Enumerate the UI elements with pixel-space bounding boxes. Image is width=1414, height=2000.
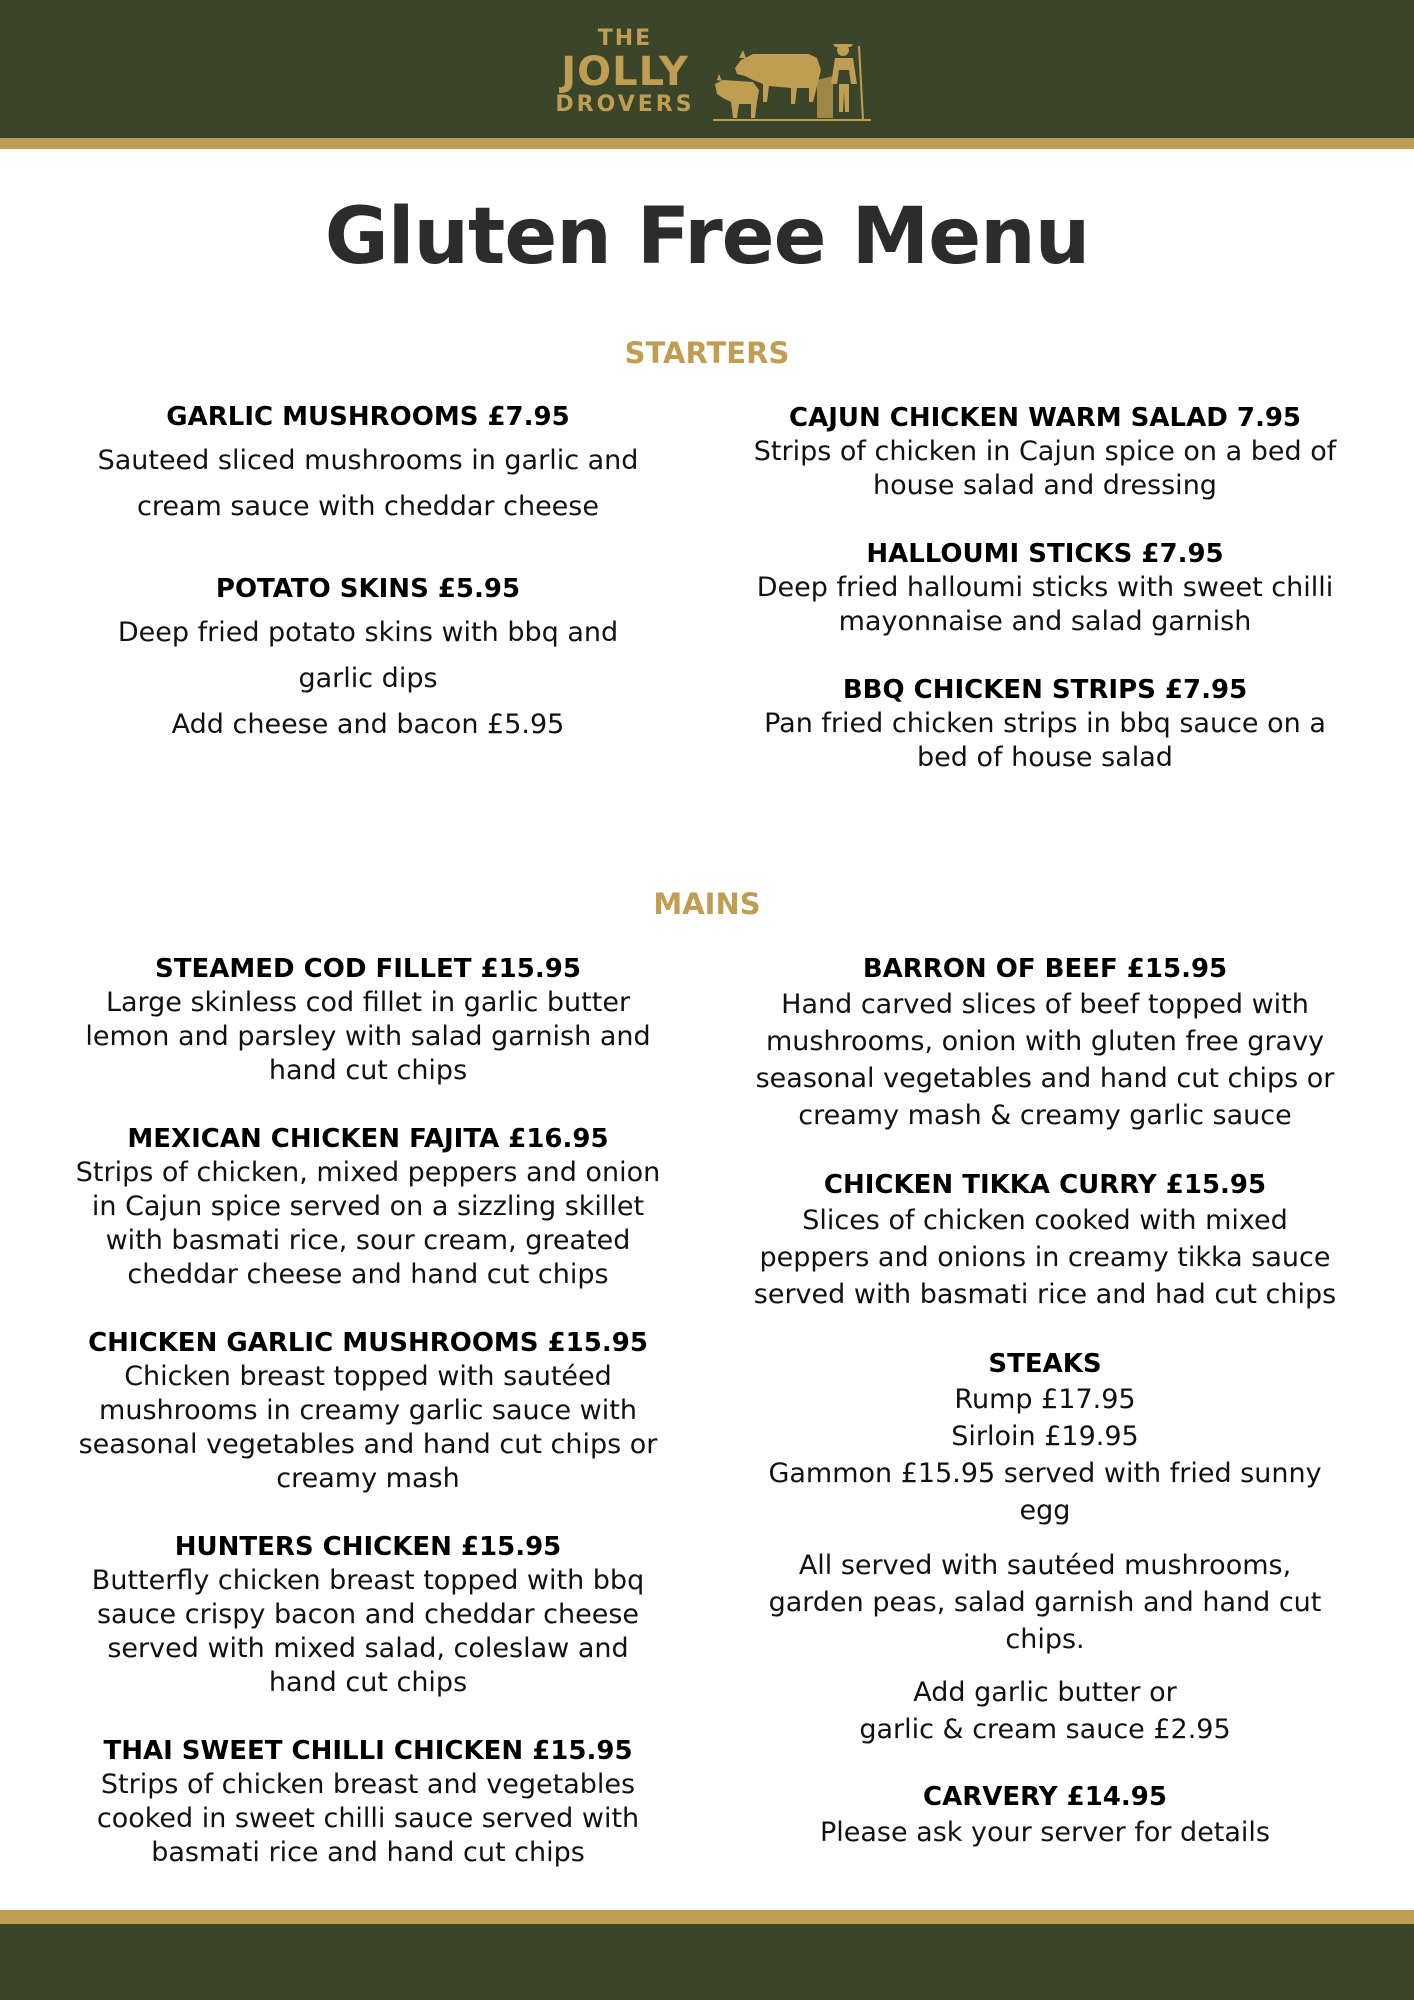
description-line: served with mixed salad, coleslaw and [107, 1633, 629, 1664]
description-line: Deep fried potato skins with bbq and [117, 617, 619, 648]
item-name: CAJUN CHICKEN WARM SALAD 7.95 [788, 403, 1301, 433]
mains-heading: MAINS [653, 887, 761, 921]
description-line: Large skinless cod fillet in garlic butter [105, 987, 631, 1018]
description-line: Hand carved slices of beef topped with [781, 989, 1309, 1020]
page-title: Gluten Free Menu [324, 192, 1090, 282]
item-description [725, 571, 1365, 639]
steak-option: Rump £17.95 [954, 1384, 1136, 1415]
item-description [725, 1202, 1365, 1313]
item-name: BARRON OF BEEF £15.95 [862, 954, 1228, 984]
item-description [48, 986, 688, 1088]
menu-item [725, 537, 1365, 639]
menu-item [48, 572, 688, 748]
description-line: house salad and dressing [873, 470, 1217, 501]
description-line: garlic dips [298, 663, 438, 694]
item-description [48, 1768, 688, 1870]
description-line: Sauteed sliced mushrooms in garlic and [97, 445, 639, 476]
description-line: creamy mash & creamy garlic sauce [798, 1100, 1292, 1131]
description-line: seasonal vegetables and hand cut chips or [78, 1429, 658, 1460]
description-line: with basmati rice, sour cream, greated [105, 1225, 631, 1256]
description-line: Add garlic butter or [913, 1677, 1177, 1708]
brand-line-3: DROVERS [555, 92, 695, 117]
header-divider [0, 138, 1414, 149]
menu-item [725, 952, 1365, 1134]
item-name: CARVERY £14.95 [923, 1782, 1167, 1812]
cattle-drover-silhouette-icon [713, 40, 873, 122]
menu-item [48, 1122, 688, 1292]
steak-option: Gammon £15.95 served with fried sunny [768, 1458, 1322, 1489]
description-line: chips. [1005, 1624, 1085, 1655]
steak-option: Sirloin £19.95 [951, 1421, 1139, 1452]
description-line: Deep fried halloumi sticks with sweet chilli [756, 572, 1334, 603]
item-description [725, 986, 1365, 1134]
description-line: hand cut chips [268, 1055, 468, 1086]
brand-line-2: JOLLY [561, 49, 689, 95]
item-name: HUNTERS CHICKEN £15.95 [174, 1532, 562, 1562]
menu-item [48, 952, 688, 1088]
description-line: cream sauce with cheddar cheese [137, 491, 599, 522]
menu-item [48, 1326, 688, 1496]
menu-item [725, 673, 1365, 775]
item-description [48, 1360, 688, 1496]
description-line: Butterfly chicken breast topped with bbq [91, 1565, 645, 1596]
footer-divider [0, 1910, 1414, 1924]
description-line: mushrooms, onion with gluten free gravy [765, 1026, 1325, 1057]
description-line: bed of house salad [917, 742, 1173, 773]
description-line: Strips of chicken breast and vegetables [100, 1769, 636, 1800]
description-line: creamy mash [276, 1463, 460, 1494]
description-line: Add cheese and bacon £5.95 [171, 709, 565, 740]
item-name: CHICKEN TIKKA CURRY £15.95 [823, 1170, 1267, 1200]
menu-item [725, 1168, 1365, 1313]
menu-item [48, 1734, 688, 1870]
description-line: Strips of chicken, mixed peppers and onion [75, 1157, 661, 1188]
item-name: CHICKEN GARLIC MUSHROOMS £15.95 [88, 1328, 648, 1358]
description-line: basmati rice and hand cut chips [151, 1837, 585, 1868]
menu-item [725, 401, 1365, 503]
steaks-addon [725, 1674, 1365, 1748]
starters-right-column [725, 401, 1365, 775]
item-name: GARLIC MUSHROOMS £7.95 [166, 402, 570, 432]
description-line: in Cajun spice served on a sizzling skillet [91, 1191, 645, 1222]
steak-option: egg [1019, 1495, 1071, 1526]
description-line: garlic & cream sauce £2.95 [859, 1714, 1231, 1745]
footer-band [0, 1924, 1414, 2000]
brand-wordmark [555, 28, 695, 116]
brand-line-1: THE [597, 26, 653, 51]
description-line: peppers and onions in creamy tikka sauce [759, 1242, 1331, 1273]
description-line: Please ask your server for details [819, 1817, 1271, 1848]
mains-right-column [725, 952, 1365, 1851]
menu-item [48, 1530, 688, 1700]
description-line: Chicken breast topped with sautéed [124, 1361, 612, 1392]
item-description [48, 438, 688, 530]
item-description [725, 435, 1365, 503]
description-line: hand cut chips [268, 1667, 468, 1698]
item-description [725, 1814, 1365, 1851]
item-name: HALLOUMI STICKS £7.95 [866, 539, 1224, 569]
description-line: Pan fried chicken strips in bbq sauce on a [764, 708, 1326, 739]
header [0, 0, 1414, 138]
item-name: POTATO SKINS £5.95 [215, 574, 521, 604]
description-line: mushrooms in creamy garlic sauce with [99, 1395, 637, 1426]
description-line: mayonnaise and salad garnish [838, 606, 1252, 637]
description-line: lemon and parsley with salad garnish and [85, 1021, 651, 1052]
item-description [48, 1156, 688, 1292]
starters-heading: STARTERS [624, 336, 790, 370]
steaks-section [725, 1347, 1365, 1748]
description-line: garden peas, salad garnish and hand cut [768, 1587, 1322, 1618]
item-name: MEXICAN CHICKEN FAJITA £16.95 [127, 1124, 609, 1154]
item-name: BBQ CHICKEN STRIPS £7.95 [842, 675, 1248, 705]
description-line: All served with sautéed mushrooms, [798, 1550, 1292, 1581]
description-line: sauce crispy bacon and cheddar cheese [96, 1599, 640, 1630]
mains-left-column [48, 952, 688, 1870]
description-line: seasonal vegetables and hand cut chips or [755, 1063, 1335, 1094]
description-line: cooked in sweet chilli sauce served with [96, 1803, 640, 1834]
description-line: served with basmati rice and had cut chips [753, 1279, 1337, 1310]
steak-options [725, 1381, 1365, 1529]
description-line: Slices of chicken cooked with mixed [802, 1205, 1288, 1236]
description-line: cheddar cheese and hand cut chips [127, 1259, 609, 1290]
menu-item [48, 400, 688, 530]
item-description [725, 707, 1365, 775]
steaks-note [725, 1547, 1365, 1658]
starters-left-column [48, 400, 688, 748]
item-name: STEAKS [988, 1349, 1102, 1379]
brand-logo [555, 28, 885, 128]
menu-item [725, 1780, 1365, 1851]
item-description [48, 1564, 688, 1700]
item-name: STEAMED COD FILLET £15.95 [155, 954, 581, 984]
item-description [48, 610, 688, 748]
description-line: Strips of chicken in Cajun spice on a bed of [753, 436, 1337, 467]
item-name: THAI SWEET CHILLI CHICKEN £15.95 [103, 1736, 633, 1766]
